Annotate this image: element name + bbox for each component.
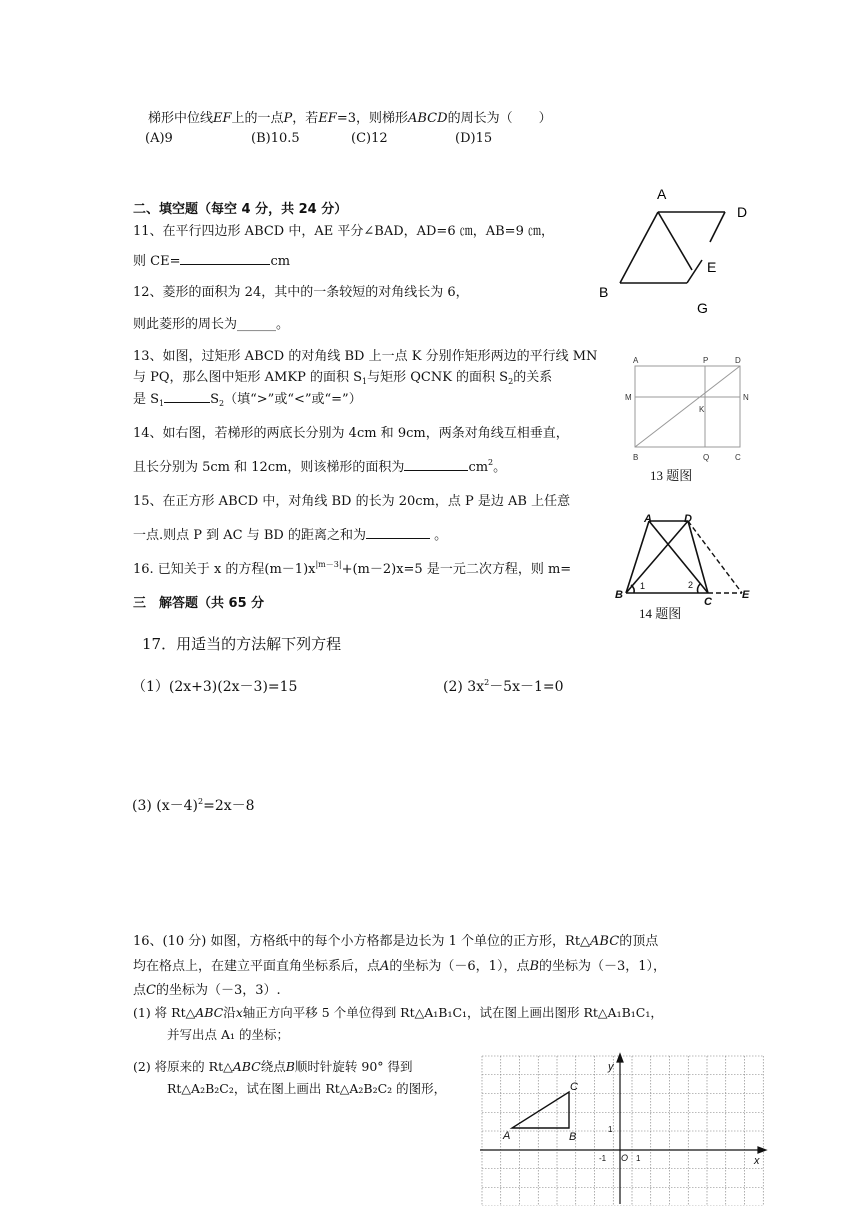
label-a: A [633, 356, 639, 365]
label-b: B [633, 453, 639, 462]
text: 均在格点上，在建立平面直角坐标系后，点 [133, 959, 381, 974]
text: =3，则梯形 [336, 111, 408, 126]
text: 与矩形 QCNK 的面积 S [367, 370, 509, 385]
tick-x-1: 1 [636, 1154, 641, 1163]
answer-blank[interactable] [164, 390, 210, 403]
q16b-line3 [133, 979, 281, 998]
text: C [146, 983, 156, 998]
q16b-part1-line2: 并写出点 A₁ 的坐标； [167, 1027, 289, 1042]
label-e: E [742, 589, 750, 601]
label-g: G [697, 300, 708, 316]
label-a: A [644, 513, 652, 525]
label-q: Q [703, 453, 710, 462]
parallelogram-figure [590, 180, 760, 320]
text: 。 [430, 528, 448, 543]
y-axis-arrow [617, 1054, 623, 1062]
q13-line1: 13、如图，过矩形 ABCD 的对角线 BD 上一点 K 分别作矩形两边的平行线 MN [133, 349, 598, 364]
text: 的坐标为（－3，3）. [155, 983, 281, 998]
side-ab [626, 521, 649, 593]
text: 上的一点 [231, 111, 284, 126]
text: 与 PQ，那么图中矩形 AMKP 的面积 S [133, 370, 362, 385]
trapezoid-figure [612, 512, 760, 624]
text: =2x－8 [203, 798, 255, 814]
text: (2) 将原来的 Rt△ [133, 1059, 233, 1074]
label-y: y [608, 1061, 614, 1073]
text: 1 [159, 399, 165, 408]
text: 是 S [133, 392, 160, 407]
label-c: C [704, 596, 712, 608]
caption-13: 13 题图 [650, 468, 693, 483]
text: (2) 3x [443, 679, 485, 695]
text: 点 [133, 983, 147, 998]
q12-line1: 12、菱形的面积为 24，其中的一条较短的对角线长为 6， [133, 285, 469, 300]
text: B [285, 1059, 295, 1074]
text: |m－3| [315, 560, 342, 569]
q16b-part1 [133, 1003, 663, 1021]
text: 轴正方向平移 5 个单位得到 Rt△A₁B₁C₁，试在图上画出图形 Rt△A₁B₁C₁， [242, 1005, 663, 1020]
label-c: C [570, 1081, 578, 1093]
text: 梯形中位线 [148, 111, 214, 126]
bisector-ae [658, 212, 692, 270]
text: 。 [493, 460, 507, 475]
text: EF [213, 111, 232, 126]
side-ab [620, 212, 658, 283]
q12-line2: 则此菱形的周长为______。 [133, 317, 290, 332]
section2-heading: 二、填空题（每空 4 分，共 24 分） [133, 202, 348, 217]
text: 的周长为（ ） [447, 111, 552, 126]
text: 一点.则点 P 到 AC 与 BD 的距离之和为 [133, 528, 366, 543]
label-m: M [625, 393, 632, 402]
text: 的坐标为（－3，1）， [539, 959, 667, 974]
label-k: K [699, 405, 705, 414]
text: 2 [484, 678, 490, 687]
text: 绕点 [260, 1059, 286, 1074]
label-angle-1: 1 [640, 581, 646, 591]
grid-lines [482, 1056, 763, 1206]
label-p: P [703, 356, 709, 365]
text: S [210, 392, 220, 407]
text: 则 CE= [133, 254, 181, 269]
text: B [529, 959, 540, 974]
q14-line2 [133, 456, 506, 475]
option-d: (D)15 [455, 131, 493, 146]
label-d: D [684, 513, 692, 525]
answer-blank[interactable] [404, 458, 468, 471]
label-a: A [503, 1130, 511, 1142]
text: 的坐标为（－6，1），点 [389, 959, 530, 974]
label-b: B [569, 1131, 577, 1143]
option-c: (C)12 [351, 131, 388, 146]
text: +(m－2)x=5 是一元二次方程，则 m= [341, 562, 572, 577]
text: 2 [198, 797, 204, 806]
text: ABC [195, 1005, 224, 1020]
q16b-part2 [133, 1057, 413, 1075]
text: 顺时针旋转 90° 得到 [294, 1059, 413, 1074]
text: ABCD [408, 111, 448, 126]
label-b: B [599, 284, 609, 300]
text: x [235, 1005, 243, 1020]
text: 2 [219, 399, 225, 408]
tick-y-1: 1 [608, 1125, 613, 1134]
label-d: D [737, 204, 748, 220]
side-cd-lower [687, 260, 702, 283]
label-n: N [743, 393, 749, 402]
text: 的顶点 [619, 934, 659, 949]
q17-1: （1）(2x+3)(2x－3)=15 [132, 679, 298, 695]
q16b-part2-line2: Rt△A₂B₂C₂，试在图上画出 Rt△A₂B₂C₂ 的图形， [167, 1081, 447, 1096]
q13-line3 [133, 388, 362, 408]
dashed-de [688, 521, 742, 593]
triangle-abc [512, 1092, 569, 1128]
q14-line1: 14、如右图，若梯形的两底长分别为 4cm 和 9cm，两条对角线互相垂直， [133, 426, 569, 441]
q-top-line1 [148, 107, 552, 126]
q15-line2 [133, 524, 447, 543]
text: EF [318, 111, 337, 126]
option-a: (A)9 [145, 131, 173, 146]
diagonal-bd [635, 366, 740, 447]
tick-x-neg1: -1 [599, 1154, 607, 1163]
q16-line [133, 558, 571, 577]
angle-1-arc [631, 585, 634, 593]
answer-blank[interactable] [366, 526, 430, 539]
q17-title: 17．用适当的方法解下列方程 [142, 635, 342, 653]
q17-2 [443, 676, 564, 696]
label-a: A [657, 186, 667, 202]
label-c: C [735, 453, 741, 462]
q11-line2 [133, 250, 290, 269]
q16b-line2 [133, 955, 666, 974]
text: 1 [362, 377, 368, 386]
text: ，若 [292, 111, 319, 126]
text: 2 [508, 377, 514, 386]
label-b: B [615, 589, 623, 601]
option-b: (B)10.5 [251, 131, 300, 146]
text: 且长分别为 5cm 和 12cm，则该梯形的面积为 [133, 460, 405, 475]
x-axis-arrow [758, 1147, 766, 1153]
text: cm [270, 254, 291, 269]
angle-2-arc [698, 584, 700, 593]
text: 2 [488, 458, 494, 467]
q13-line2 [133, 366, 552, 386]
q17-3 [132, 795, 255, 815]
text: A [380, 959, 390, 974]
q11-line1: 11、在平行四边形 ABCD 中，AE 平分∠BAD，AD=6 ㎝，AB=9 ㎝， [133, 224, 554, 239]
q16b-line1 [133, 930, 658, 949]
text: 沿 [223, 1005, 236, 1020]
text: cm [468, 460, 489, 475]
text: ABC [590, 934, 620, 949]
rectangle-figure [625, 352, 760, 487]
text: 16、(10 分) 如图，方格纸中的每个小方格都是边长为 1 个单位的正方形，Rt△ [133, 934, 591, 949]
label-x: x [754, 1155, 760, 1167]
label-angle-2: 2 [688, 580, 694, 590]
side-cd-upper [710, 212, 725, 242]
caption-14: 14 题图 [639, 606, 682, 621]
answer-blank[interactable] [180, 252, 270, 265]
text: P [283, 111, 293, 126]
text: 16. 已知关于 x 的方程(m－1)x [133, 562, 316, 577]
text: (3) (x－4) [132, 798, 199, 814]
label-d: D [735, 356, 741, 365]
label-e: E [707, 259, 717, 275]
coordinate-grid-figure [478, 1050, 770, 1206]
text: －5x－1=0 [489, 679, 564, 695]
text: (1) 将 Rt△ [133, 1005, 196, 1020]
text: ABC [232, 1059, 261, 1074]
q15-line1: 15、在正方形 ABCD 中，对角线 BD 的长为 20cm，点 P 是边 AB 上任意 [133, 494, 571, 509]
text: 的关系 [513, 370, 553, 385]
text: （填“>”或“<”或“=”） [224, 392, 362, 407]
label-origin: O [621, 1153, 629, 1163]
section3-heading: 三 解答题（共 65 分 [133, 596, 265, 611]
